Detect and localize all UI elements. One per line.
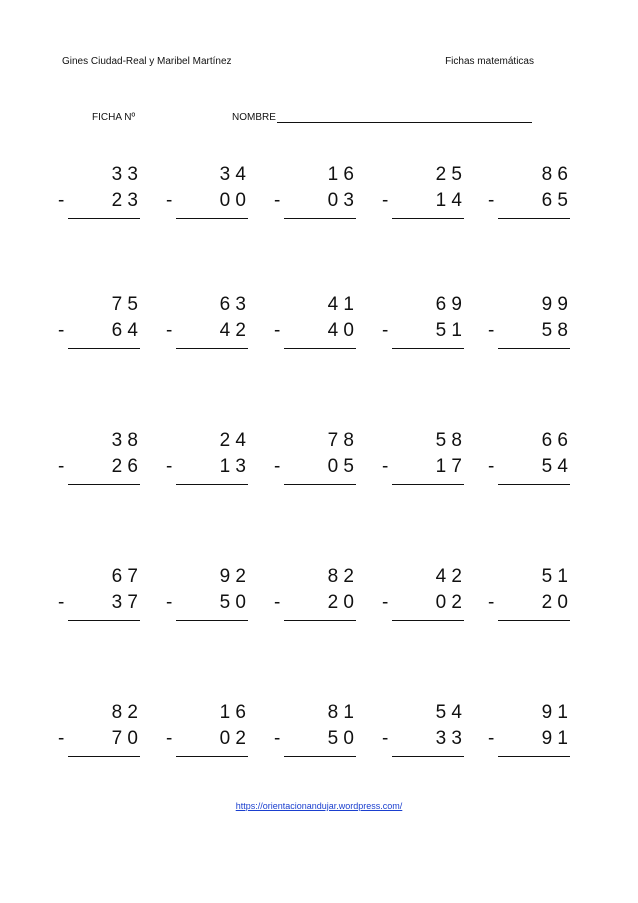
- subtrahend: 2 3: [111, 190, 138, 211]
- subtrahend: 7 0: [111, 728, 138, 749]
- subtraction-problem: [488, 430, 568, 490]
- minuend: 7 8: [327, 430, 354, 451]
- subtrahend: 2 6: [111, 456, 138, 477]
- subtraction-problem: [166, 164, 246, 224]
- subtrahend: 6 5: [541, 190, 568, 211]
- answer-line: [498, 620, 570, 621]
- minus-sign: -: [382, 592, 389, 613]
- subtraction-problem: [274, 294, 354, 354]
- subtraction-problem: [166, 430, 246, 490]
- nombre-blank-line: [277, 112, 532, 123]
- minuend: 3 8: [111, 430, 138, 451]
- subtrahend: 5 0: [219, 592, 246, 613]
- subtraction-problem: [166, 702, 246, 762]
- subtraction-problem: [274, 164, 354, 224]
- answer-line: [68, 218, 140, 219]
- answer-line: [392, 620, 464, 621]
- subtrahend: 6 4: [111, 320, 138, 341]
- subtrahend: 1 7: [435, 456, 462, 477]
- answer-line: [498, 218, 570, 219]
- minuend: 7 5: [111, 294, 138, 315]
- minus-sign: -: [274, 456, 281, 477]
- minus-sign: -: [274, 320, 281, 341]
- subtraction-problem: [382, 294, 462, 354]
- answer-line: [498, 484, 570, 485]
- minuend: 9 2: [219, 566, 246, 587]
- answer-line: [284, 484, 356, 485]
- answer-line: [176, 484, 248, 485]
- subtrahend: 0 5: [327, 456, 354, 477]
- subtraction-problem: [58, 294, 138, 354]
- subtraction-problem: [382, 702, 462, 762]
- answer-line: [68, 484, 140, 485]
- nombre-label: NOMBRE: [232, 112, 276, 123]
- subtraction-problem: [274, 702, 354, 762]
- minus-sign: -: [58, 728, 65, 749]
- minuend: 3 4: [219, 164, 246, 185]
- minuend: 8 6: [541, 164, 568, 185]
- answer-line: [176, 348, 248, 349]
- subtraction-problem: [166, 294, 246, 354]
- answer-line: [68, 620, 140, 621]
- subtrahend: 5 0: [327, 728, 354, 749]
- minus-sign: -: [58, 592, 65, 613]
- subtraction-problem: [488, 164, 568, 224]
- minuend: 5 4: [435, 702, 462, 723]
- minuend: 4 1: [327, 294, 354, 315]
- minuend: 5 8: [435, 430, 462, 451]
- subtrahend: 3 3: [435, 728, 462, 749]
- subtrahend: 9 1: [541, 728, 568, 749]
- minus-sign: -: [382, 456, 389, 477]
- minus-sign: -: [274, 728, 281, 749]
- subtraction-problem: [58, 566, 138, 626]
- answer-line: [284, 620, 356, 621]
- authors-header: Gines Ciudad-Real y Maribel Martínez: [62, 56, 232, 67]
- minuend: 6 7: [111, 566, 138, 587]
- subtrahend: 5 1: [435, 320, 462, 341]
- minus-sign: -: [488, 456, 495, 477]
- minuend: 5 1: [541, 566, 568, 587]
- footer-link[interactable]: https://orientacionandujar.wordpress.com/: [235, 801, 403, 811]
- minus-sign: -: [488, 592, 495, 613]
- answer-line: [392, 484, 464, 485]
- subtraction-problem: [58, 164, 138, 224]
- minuend: 6 3: [219, 294, 246, 315]
- minuend: 2 5: [435, 164, 462, 185]
- subtrahend: 3 7: [111, 592, 138, 613]
- subtraction-problem: [58, 430, 138, 490]
- subtrahend: 0 2: [435, 592, 462, 613]
- minus-sign: -: [166, 592, 173, 613]
- minus-sign: -: [166, 728, 173, 749]
- footer: [0, 801, 638, 811]
- subtrahend: 4 0: [327, 320, 354, 341]
- minuend: 1 6: [327, 164, 354, 185]
- subtraction-problem: [166, 566, 246, 626]
- subtrahend: 5 8: [541, 320, 568, 341]
- subtrahend: 0 2: [219, 728, 246, 749]
- subtraction-problem: [488, 566, 568, 626]
- subject-header: Fichas matemáticas: [445, 56, 534, 67]
- minus-sign: -: [166, 320, 173, 341]
- minuend: 9 9: [541, 294, 568, 315]
- answer-line: [392, 756, 464, 757]
- answer-line: [392, 348, 464, 349]
- answer-line: [176, 756, 248, 757]
- subtraction-problem: [382, 430, 462, 490]
- subtraction-problem: [274, 566, 354, 626]
- minus-sign: -: [382, 728, 389, 749]
- minus-sign: -: [58, 320, 65, 341]
- minus-sign: -: [58, 456, 65, 477]
- subtrahend: 2 0: [327, 592, 354, 613]
- subtraction-problem: [274, 430, 354, 490]
- minuend: 2 4: [219, 430, 246, 451]
- minus-sign: -: [382, 190, 389, 211]
- subtrahend: 5 4: [541, 456, 568, 477]
- answer-line: [284, 348, 356, 349]
- minuend: 4 2: [435, 566, 462, 587]
- answer-line: [284, 756, 356, 757]
- minuend: 6 9: [435, 294, 462, 315]
- answer-line: [498, 348, 570, 349]
- minus-sign: -: [488, 320, 495, 341]
- subtrahend: 0 0: [219, 190, 246, 211]
- minus-sign: -: [166, 456, 173, 477]
- subtraction-problem: [488, 294, 568, 354]
- subtrahend: 1 4: [435, 190, 462, 211]
- subtrahend: 2 0: [541, 592, 568, 613]
- answer-line: [176, 218, 248, 219]
- minus-sign: -: [488, 190, 495, 211]
- nombre-field: [232, 112, 537, 123]
- subtrahend: 4 2: [219, 320, 246, 341]
- minus-sign: -: [382, 320, 389, 341]
- minus-sign: -: [488, 728, 495, 749]
- answer-line: [284, 218, 356, 219]
- minus-sign: -: [58, 190, 65, 211]
- subtraction-problem: [488, 702, 568, 762]
- answer-line: [68, 348, 140, 349]
- minuend: 6 6: [541, 430, 568, 451]
- answer-line: [68, 756, 140, 757]
- answer-line: [392, 218, 464, 219]
- minus-sign: -: [166, 190, 173, 211]
- minuend: 8 2: [327, 566, 354, 587]
- subtrahend: 0 3: [327, 190, 354, 211]
- subtrahend: 1 3: [219, 456, 246, 477]
- minuend: 3 3: [111, 164, 138, 185]
- subtraction-problem: [382, 164, 462, 224]
- minus-sign: -: [274, 190, 281, 211]
- ficha-label: FICHA Nº: [92, 112, 136, 123]
- minuend: 8 1: [327, 702, 354, 723]
- answer-line: [176, 620, 248, 621]
- minus-sign: -: [274, 592, 281, 613]
- subtraction-problem: [58, 702, 138, 762]
- answer-line: [498, 756, 570, 757]
- minuend: 1 6: [219, 702, 246, 723]
- subtraction-problem: [382, 566, 462, 626]
- minuend: 8 2: [111, 702, 138, 723]
- minuend: 9 1: [541, 702, 568, 723]
